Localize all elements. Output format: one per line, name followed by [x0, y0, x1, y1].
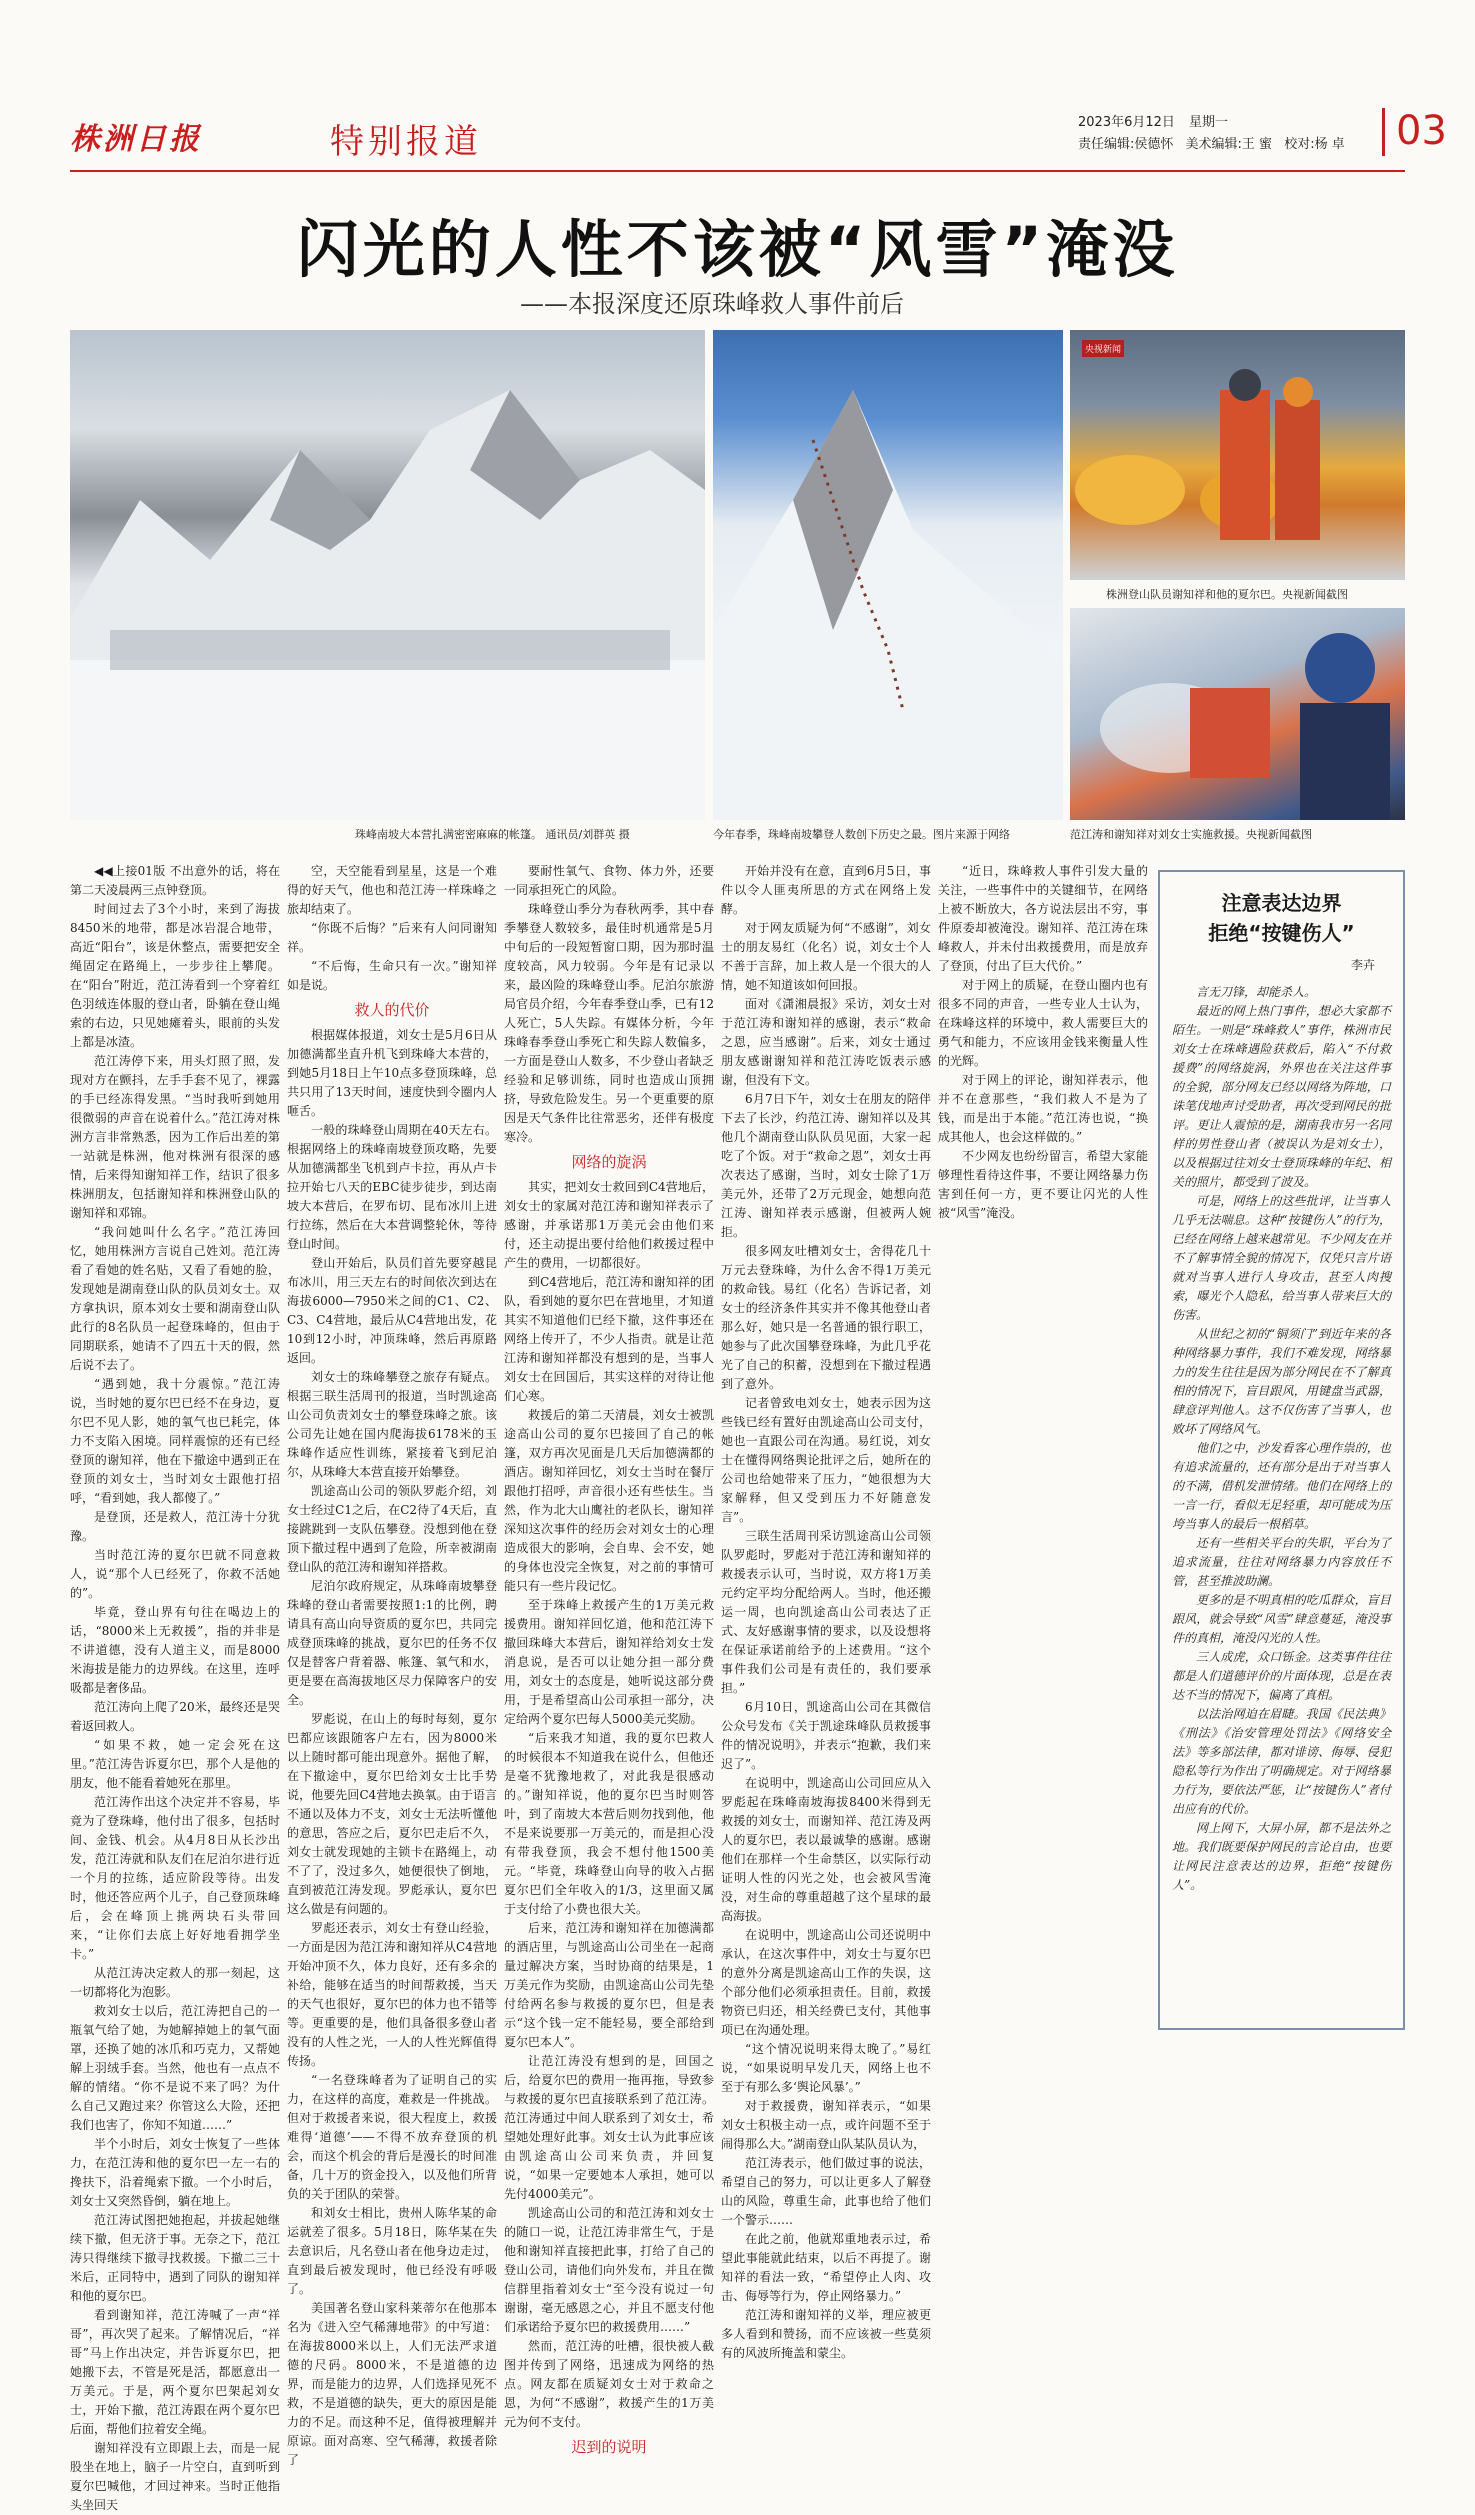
paragraph: 不少网友也纷纷留言，希望大家能够理性看待这件事，不要让网络暴力伤害到任何一方，更不要让闪光的人性被“风雪”淹没。: [938, 1149, 1148, 1220]
paragraph: 范江涛停下来，用头灯照了照，发现对方在颤抖，左手手套不见了，裸露的手已经冻得发黑。“当时我听到她用很微弱的声音在说着什么。”范江涛对株洲方言非常熟悉，因为工作后出差的第一站就是株洲，他对株洲有很深的感情，后来得知谢知祥工作，结识了很多株洲朋友，包括谢知祥和株洲登山队的谢知祥和邓锦。: [70, 1054, 280, 1220]
paragraph: 救援后的第二天清晨，刘女士被凯途高山公司的夏尔巴接回了自己的帐篷，双方再次见面是几天后加德满都的酒店。谢知祥回忆，刘女士当时在餐厅跟他打招呼，声音很小还有些怯生。当然，作为北大山鹰社的老队长，谢知祥深知这次事件的经历会对刘女士的心理造成很大的影响，会自卑、会不安，她的身体也没完全恢复，对之前的事情可能只有一些片段记忆。: [504, 1408, 714, 1593]
paragraph: 救刘女士以后，范江涛把自己的一瓶氧气给了她，为她解掉她上的氧气面罩，还换了她的冰爪和巧克力，又帮她解上羽绒手套。当然，他也有一点点不解的情绪。“你不是说不来了吗？为什么自己又跑过来？你管这么大险，还把我们也害了，你知不知道……”: [70, 2004, 280, 2132]
masthead-rule: [70, 170, 1405, 172]
section-title: 特别报道: [330, 122, 482, 162]
commentary-body: [1172, 983, 1391, 1895]
photo-summit-ridge-art: [713, 330, 1063, 820]
paragraph: “你既不后悔？”后来有人问同谢知祥。: [287, 921, 497, 954]
article-column-4: [721, 862, 931, 2360]
commentary-paragraph: 更多的是不明真相的吃瓜群众，盲目跟风，就会导致“风雪”肆意蔓延，淹没事件的真相，淹没闪光的人性。: [1172, 1593, 1391, 1645]
paragraph: 至于珠峰上救援产生的1万美元救援费用。谢知祥回忆道，他和范江涛下撤回珠峰大本营后，谢知祥给刘女士发消息说，是否可以让她分担一部分费用，刘女士的态度是，她听说这部分费用，于是希望高山公司承担一部分，决定给两个夏尔巴每人5000美元奖励。: [504, 1598, 714, 1726]
paragraph: 范江涛表示，他们做过事的说法，希望自己的努力，可以让更多人了解登山的风险，尊重生命，此事也给了他们一个警示……: [721, 2156, 931, 2227]
photo-base-camp: [70, 330, 705, 820]
paragraph: “近日，珠峰救人事件引发大量的关注，一些事件中的关键细节，在网络上被不断放大，各方说法层出不穷，事件原委却被淹没。谢知祥、范江涛在珠峰救人，并未付出救援费用，而是放弃了登顶，付出了巨大代价。”: [938, 864, 1148, 973]
photo-summit-ridge: [713, 330, 1063, 820]
commentary-paragraph: 他们之中，沙发看客心理作祟的，也有追求流量的，还有部分是出于对当事人的不满，借机发泄情绪。他们在网络上的一言一行，看似无足轻重，却可能成为压垮当事人的最后一根稻草。: [1172, 1441, 1391, 1531]
paragraph: “我问她叫什么名字。”范江涛回忆，她用株洲方言说自己姓刘。范江涛看了看她的姓名贴，又看了看她的脸，发现她是湖南登山队的队员刘女士。双方拿执识，原本刘女士要和湖南登山队此行的8名队员一起登珠峰的，但由于同期联系，她请不了四五十天的假，然后说不去了。: [70, 1225, 280, 1372]
paragraph: 当时范江涛的夏尔巴就不同意救人，说“那个人已经死了，你救不活她的”。: [70, 1548, 280, 1600]
paragraph: 范江涛作出这个决定并不容易，毕竟为了登珠峰，他付出了很多，包括时间、金钱、机会。从4月8日从长沙出发，范江涛就和队友们在尼泊尔进行近一个月的拉练，适应阶段等待。出发时，他还答应两个儿子，自己登顶珠峰后，会在峰顶上挑两块石头带回来，“让你们去底上好好地看拥学坐卡。”: [70, 1795, 280, 1961]
article-column-3: [504, 862, 714, 2456]
caption-rescue-tent: 范江涛和谢知祥对刘女士实施救援。央视新闻截图: [1070, 828, 1312, 841]
paragraph: 后来，范江涛和谢知祥在加德满都的酒店里，与凯途高山公司坐在一起商量过解决方案，当时协商的结果是，1万美元作为奖励，由凯途高山公司先垫付给两名参与救援的夏尔巴，但是表示“这个钱一定不能轻易，要全部给到夏尔巴本人”。: [504, 1921, 714, 2049]
paragraph: 刘女士的珠峰攀登之旅存有疑点。根据三联生活周刊的报道，当时凯途高山公司负责刘女士的攀登珠峰之旅。该公司先让她在国内爬海拔6178米的玉珠峰作适应性训练，紧接着飞到尼泊尔，从珠峰大本营直接开始攀登。: [287, 1370, 497, 1479]
article-column-2: [287, 862, 497, 2467]
art-editor-credit: 美术编辑:王 蜜: [1185, 137, 1273, 152]
paragraph: 罗彪还表示，刘女士有登山经验，一方面是因为范江涛和谢知祥从C4营地开始冲顶不久，体力良好，还有多余的补给，能够在适当的时间帮救援，当天的天气也很好，夏尔巴的体力也不错等等。更重要的是，他们具备很多登山者没有的人性之光，一人的人性光辉值得传扬。: [287, 1921, 497, 2068]
commentary-title-line-2: 拒绝“按键伤人”: [1208, 921, 1355, 945]
paragraph: 根据媒体报道，刘女士是5月6日从加德满都坐直升机飞到珠峰大本营的，到她5月18日上午10点多登顶珠峰，总共只用了13天时间，速度快到令圈内人咂舌。: [287, 1028, 497, 1118]
commentary-paragraph: 最近的网上热门事件，想必大家都不陌生。一则是“珠峰救人”事件，株洲市民刘女士在珠峰遇险获救后，陷入“不付救援费”的网络旋涡，外界也在关注这件事的全貌，部分网友已经以网络为阵地，口诛笔伐地声讨受助者，再次受到网民的批评。更让人震惊的是，湖南我市另一名同样的男性登山者（被误认为是刘女士），以及根据过往刘女士登顶珠峰的年纪、相关的照片，都受到了波及。: [1172, 1004, 1391, 1189]
paragraph: 面对《潇湘晨报》采访，刘女士对于范江涛和谢知祥的感谢，表示“救命之恩，应当感谢”。后来，刘女士通过朋友感谢谢知祥和范江涛吃饭表示感谢，但没有下文。: [721, 997, 931, 1087]
cctv-news-badge: 央视新闻: [1082, 340, 1124, 357]
paragraph: 凯途高山公司的和范江涛和刘女士的随口一说，让范江涛非常生气，于是他和谢知祥直接把此事，打给了自己的登山公司，请他们向外发布，并且在微信群里指着刘女士“至今没有说过一句谢谢，毫无感恩之心，并且不愿支付他们承诺给予夏尔巴的救援费用……”: [504, 2206, 714, 2334]
paragraph: 谢知祥没有立即跟上去，而是一屁股坐在地上，脑子一片空白，直到听到夏尔巴喊他，才回过神来。当时正他指头坐回天: [70, 2441, 280, 2512]
paragraph: 在此之前，他就郑重地表示过，希望此事能就此结束，以后不再提了。谢知祥的看法一致，“希望停止人肉、攻击、侮辱等行为，停止网络暴力。”: [721, 2232, 931, 2303]
headline: 闪光的人性不该被“风雪”淹没: [296, 213, 1179, 286]
paragraph: 凯途高山公司的领队罗彪介绍，刘女士经过C1之后，在C2待了4天后，直接跳跳到一支队伍攀登。没想到他在登顶下撤过程中遇到了危险，所幸被湖南登山队的范江涛和谢知祥搭救。: [287, 1484, 497, 1574]
paragraph: “如果不救，她一定会死在这里。”范江涛告诉夏尔巴，那个人是他的朋友，他不能看着她死在那里。: [70, 1738, 280, 1790]
photo-base-camp-art: [70, 330, 705, 820]
paragraph: 对于网上的评论，谢知祥表示，他并不在意那些，“我们救人不是为了钱，而是出于本能。”范江涛也说，“换成其他人，也会这样做的。”: [938, 1073, 1148, 1144]
commentary-title: [1172, 888, 1391, 948]
paragraph: 对于网友质疑为何“不感谢”，刘女士的朋友易红（化名）说，刘女士个人不善于言辞，加上救人是一个很大的人情，她不知道该如何回报。: [721, 921, 931, 992]
paragraph: 开始并没有在意，直到6月5日，事件以令人匪夷所思的方式在网络上发酵。: [721, 864, 931, 916]
paragraph: 其实，把刘女士救回到C4营地后，刘女士的家属对范江涛和谢知祥表示了感谢，并承诺那1万美元会由他们来付，还主动提出要付给他们救援过程中产生的费用，一切都很好。: [504, 1180, 714, 1270]
photo-climbers-camp: [1070, 330, 1405, 580]
paragraph: 从范江涛决定救人的那一刻起，这一切都将化为泡影。: [70, 1966, 280, 1999]
newspaper-logo: 株洲日报: [70, 122, 202, 157]
paragraph: 6月7日下午，刘女士在朋友的陪伴下去了长沙，约范江涛、谢知祥以及其他几个湖南登山队队员见面，大家一起吃了个饭。对于“救命之恩”，刘女士再次表达了感谢，当时，刘女士除了1万美元外，还带了2万元现金，她想向范江涛、谢知祥表示感谢，但被两人婉拒。: [721, 1092, 931, 1239]
paragraph: ◀◀上接01版 不出意外的话，将在第二天凌晨两三点钟登顶。: [70, 864, 280, 897]
photo-rescue-tent-art: [1070, 608, 1405, 820]
paragraph: “不后悔，生命只有一次。”谢知祥如是说。: [287, 959, 497, 992]
paragraph: 毕竟，登山界有句往在喝边上的话，“8000米上无救援”，指的并非是不讲道德，没有人道主义，而是8000米海拔是能力的边界线。在这里，连呼吸都是奢侈品。: [70, 1605, 280, 1695]
editor-credit: 责任编辑:侯德怀: [1078, 137, 1174, 152]
issue-date: 2023年6月12日: [1078, 115, 1175, 130]
paragraph: 在说明中，凯途高山公司还说明中承认，在这次事件中，刘女士与夏尔巴的意外分离是凯途高山工作的失误，这个部分他们必须承担责任。目前，救援物资已归还，相关经费已支付，其他事项已在沟通处理。: [721, 1928, 931, 2037]
commentary-box: [1158, 870, 1405, 2030]
paragraph: “遇到她，我十分震惊。”范江涛说，当时她的夏尔巴已经不在身边，夏尔巴不见人影，她的氧气也已耗完，体力不支陷入困境。同样震惊的还有已经登顶的谢知祥，他在下撤途中遇到正在登顶的刘女士，当时刘女士跟他打招呼，“看到她，我人都傻了。”: [70, 1377, 280, 1505]
commentary-title-line-1: 注意表达边界: [1221, 891, 1342, 915]
commentary-paragraph: 从世纪之初的“铜须门”到近年来的各种网络暴力事件，我们不难发现，网络暴力的发生往往是因为部分网民在不了解真相的情况下，盲目跟风，用键盘当武器，肆意评判他人。这不仅伤害了当事人，也败坏了网络风气。: [1172, 1327, 1391, 1436]
proofreader-credit: 校对:杨 卓: [1284, 137, 1345, 152]
paragraph: 然而，范江涛的吐槽，很快被人截图并传到了网络，迅速成为网络的热点。网友都在质疑刘女士对于救命之恩，为何“不感谢”，救援产生的1万美元为何不支付。: [504, 2339, 714, 2429]
photo-rescue-tent: [1070, 608, 1405, 820]
paragraph: 范江涛和谢知祥的义举，理应被更多人看到和赞扬，而不应该被一些莫须有的风波所掩盖和蒙尘。: [721, 2308, 931, 2360]
commentary-paragraph: 可是，网络上的这些批评，让当事人几乎无法喘息。这种“按键伤人”的行为，已经在网络上越来越常见。不少网友在并不了解事情全貌的情况下，仅凭只言片语就对当事人进行人身攻击，甚至人肉搜索，曝光个人隐私，给当事人带来巨大的伤害。: [1172, 1194, 1391, 1322]
paragraph: 在说明中，凯途高山公司回应从入罗彪起在珠峰南坡海拔8400米得到无救援的刘女士，而谢知祥、范江涛及两人的夏尔巴，表以最诚挚的感谢。感谢他们在那样一个生命禁区，以实际行动证明人性的闪光之处，也会被风雪淹没，对生命的尊重超越了这个星球的最高海拔。: [721, 1776, 931, 1923]
paragraph: 三联生活周刊采访凯途高山公司领队罗彪时，罗彪对于范江涛和谢知祥的救援表示认可，当时说，双方将1万美元约定平均分配给两人。当时，他还搬运一周，也向凯途高山公司表达了正式、友好感谢事情的要求，以及设想将在保证承诺前给予的上述费用。“这个事件我们公司是有责任的，我们要承担。”: [721, 1529, 931, 1695]
commentary-paragraph: 三人成虎，众口铄金。这类事件往往都是人们道德评价的片面体现，总是在表达不当的情况下，偏离了真相。: [1172, 1650, 1391, 1702]
commentary-author: 李卉: [1350, 958, 1375, 972]
paragraph: 是登顶，还是救人，范江涛十分犹豫。: [70, 1510, 280, 1543]
paragraph: 珠峰登山季分为春秋两季，其中春季攀登人数较多，最佳时机通常是5月中旬后的一段短暂窗口期，因为那时温度较高，风力较弱。今年是有记录以来，最凶险的珠峰登山季。尼泊尔旅游局官员介绍，今年春季登山季，已有12人死亡，5人失踪。有媒体分析，今年珠峰春季登山季死亡和失踪人数偏多，一方面是登山人数多，不少登山者缺乏经验和足够训练，同时也造成山顶拥挤，导致危险发生。另一个更重要的原因是天气条件比往常恶劣，还伴有极度寒冷。: [504, 902, 714, 1144]
paragraph: 美国著名登山家科莱蒂尔在他那本名为《进入空气稀薄地带》的中写道：在海拔8000米以上，人们无法严求道德的尺码。8000米，不是道德的边界，而是能力的边界，人们选择见死不救，不是道德的缺失，更大的原因是能力的不足。而这种不足，值得被理解并原谅。面对高寒、空气稀薄，救援者除了: [287, 2301, 497, 2467]
paragraph: 半个小时后，刘女士恢复了一些体力，在范江涛和他的夏尔巴一左一右的搀扶下，沿着绳索下撤。一个小时后，刘女士又突然昏倒，躺在地上。: [70, 2137, 280, 2208]
commentary-paragraph: 网上网下，大屏小屏，都不是法外之地。我们既要保护网民的言论自由，也要让网民注意表达的边界，拒绝“按键伤人”。: [1172, 1821, 1391, 1892]
paragraph: 和刘女士相比，贵州人陈华某的命运就差了很多。5月18日，陈华某在失去意识后，凡名登山者在他身边走过，直到最后被发现时，他已经没有呼吸了。: [287, 2206, 497, 2296]
article-column-1: [70, 862, 280, 2512]
commentary-paragraph: 言无刀锋，却能杀人。: [1196, 985, 1317, 999]
paragraph: 让范江涛没有想到的是，回国之后，给夏尔巴的费用一拖再拖，导致参与救援的夏尔巴直接联系到了范江涛。范江涛通过中间人联系到了刘女士，希望她处理好此事。刘女士认为此事应该由凯途高山公司来负责，并回复说，“如果一定要她本人承担，她可以先付4000美元”。: [504, 2054, 714, 2201]
issue-weekday: 星期一: [1189, 115, 1229, 130]
subtitle-network-vortex: 网络的旋涡: [571, 1153, 647, 1171]
paragraph: 很多网友吐槽刘女士，舍得花几十万元去登珠峰，为什么舍不得1万美元的救命钱。易红（化名）告诉记者，刘女士的经济条件其实并不像其他登山者那么好，她只是一名普通的银行职工，她参与了此次国攀登珠峰，为此几乎花光了自己的积蓄，没想到在下撤过程遇到了意外。: [721, 1244, 931, 1391]
edition-meta: [1078, 112, 1378, 156]
paragraph: 尼泊尔政府规定，从珠峰南坡攀登珠峰的登山者需要按照1:1的比例，聘请具有高山向导资质的夏尔巴，共同完成登顶珠峰的挑战，夏尔巴的任务不仅仅是替客户背着器、帐篷、氧气和水，更是要在高海拔地区尽力保障客户的安全。: [287, 1579, 497, 1707]
caption-summit-ridge: 今年春季，珠峰南坡攀登人数创下历史之最。图片来源于网络: [713, 828, 1010, 841]
caption-climbers-camp: 株洲登山队员谢知祥和他的夏尔巴。央视新闻截图: [1106, 588, 1348, 601]
paragraph: 到C4营地后，范江涛和谢知祥的团队，看到她的夏尔巴在营地里，才知道其实不知道他们已经下撤，这件事还在网络上传开了，不少人指责。就是让范江涛和谢知祥都没有想到的是，当事人刘女士在回国后，其实这样的对待让他们心寒。: [504, 1275, 714, 1403]
commentary-paragraph: 以法治网迫在眉睫。我国《民法典》《刑法》《治安管理处罚法》《网络安全法》等多部法律，都对诽谤、侮辱、侵犯隐私等行为作出了明确规定。对于网络暴力行为，要依法严惩，让“按键伤人”者付出应有的代价。: [1172, 1707, 1391, 1816]
paragraph: 登山开始后，队员们首先要穿越昆布冰川，用三天左右的时间依次到达在海拔6000—7950米之间的C1、C2、C3、C4营地，最后从C4营地出发，花10到12小时，冲顶珠峰，然后再原路返回。: [287, 1256, 497, 1365]
paragraph: 对于救援费，谢知祥表示，“如果刘女士积极主动一点，或许问题不至于闹得那么大。”湖南登山队某队员认为，: [721, 2099, 931, 2151]
subtitle-late-statement: 迟到的说明: [571, 2438, 647, 2456]
subheadline: ——本报深度还原珠峰救人事件前后: [520, 290, 904, 318]
page-number-divider: [1382, 108, 1385, 156]
paragraph: “后来我才知道，我的夏尔巴救人的时候很本不知道我在说什么，但他还是毫不犹豫地救了，对此我是很感动的。”谢知祥说，他的夏尔巴当时则答叶，到了南坡大本营后则勿找到他，他不是来说要那一万美元的，而是担心没有带我登顶，我会不想付他1500美元。“毕竟，珠峰登山向导的收入占据夏尔巴们全年收入的1/3，这里面又属于支付给了小费也很大关。: [504, 1731, 714, 1916]
photo-climbers-camp-art: [1070, 330, 1405, 580]
paragraph: 时间过去了3个小时，来到了海拔8450米的地带，都是冰岩混合地带，高近“阳台”，该是休整点，需要把安全绳固定在路绳上，一步步往上攀爬。在“阳台”附近，范江涛看到一个穿着红色羽绒连体服的登山者，卧躺在登山绳索的右边，只见她瘫着头，眼前的头发上都是冰渣。: [70, 902, 280, 1049]
commentary-paragraph: 还有一些相关平台的失职，平台为了追求流量，往往对网络暴力内容放任不管，甚至推波助澜。: [1172, 1536, 1391, 1588]
subtitle-rescue-cost: 救人的代价: [354, 1001, 430, 1019]
paragraph: 一般的珠峰登山周期在40天左右。根据网络上的珠峰南坡登顶攻略，先要从加德满都坐飞机到卢卡拉，再从卢卡拉开始七八天的EBC徒步徒步，到达南坡大本营后，在罗布切、昆布冰川上进行拉练，然后在大本营调整轮休，等待登山时间。: [287, 1123, 497, 1251]
paragraph: 罗彪说，在山上的每时每刻，夏尔巴都应该跟随客户左右，因为8000米以上随时都可能出现意外。据他了解，在下撤途中，夏尔巴给刘女士比手势说，他要先回C4营地去换氧。由于语言不通以及体力不支，刘女士无法听懂他的意思，答应之后，夏尔巴走后不久，刘女士就发现她的主锁卡在路绳上，动不了了，没过多久，她便很快了倒地，直到被范江涛发现。罗彪承认，夏尔巴这么做是有问题的。: [287, 1712, 497, 1916]
caption-base-camp: 珠峰南坡大本营扎满密密麻麻的帐篷。 通讯员/刘群英 摄: [355, 828, 630, 841]
paragraph: 6月10日，凯途高山公司在其微信公众号发布《关于凯途珠峰队员救援事件的情况说明》，并表示“抱歉，我们来迟了”。: [721, 1700, 931, 1771]
article-column-5: [938, 862, 1148, 2032]
paragraph: 范江涛向上爬了20米，最终还是哭着返回救人。: [70, 1700, 280, 1733]
masthead: [70, 108, 1447, 168]
paragraph: “一名登珠峰者为了证明自己的实力，在这样的高度，难救是一件挑战。但对于救援者来说，很大程度上，救援难得‘道德’——不得不放弃登顶的机会，而这个机会的背后是漫长的时间准备，几十万的资金投入，以及他们所背负的关于团队的荣誉。: [287, 2073, 497, 2201]
paragraph: 记者曾致电刘女士，她表示因为这些钱已经有置好由凯途高山公司支付，她也一直跟公司在沟通。易红说，刘女士在懂得网络舆论批评之后，她所在的公司也给她带来了压力，“她很想为大家解释，但又受到压力不好随意发言”。: [721, 1396, 931, 1524]
paragraph: “这个情况说明来得太晚了。”易红说，“如果说明早发几天，网络上也不至于有那么多‘舆论风暴’。”: [721, 2042, 931, 2094]
paragraph: 看到谢知祥，范江涛喊了一声“祥哥”，再次哭了起来。了解情况后，“祥哥”马上作出决定，并告诉夏尔巴，把她搬下去，不管是死是活，都愿意出一万美元。于是，两个夏尔巴架起刘女士，开始下撤，范江涛跟在两个夏尔巴后面，帮他们拉着安全绳。: [70, 2308, 280, 2436]
paragraph: 范江涛试图把她抱起，并拔起她继续下撤，但无济于事。无奈之下，范江涛只得继续下撤寻找救援。下撤二三十米后，正同特中，遇到了同队的谢知祥和他的夏尔巴。: [70, 2213, 280, 2303]
paragraph: 对于网上的质疑，在登山圈内也有很多不同的声音，一些专业人士认为，在珠峰这样的环境中，救人需要巨大的勇气和能力，不应该用金钱来衡量人性的光辉。: [938, 978, 1148, 1068]
page-number: 03: [1396, 108, 1447, 154]
paragraph: 空，天空能看到星星，这是一个难得的好天气，他也和范江涛一样珠峰之旅却结束了。: [287, 864, 497, 916]
paragraph: 要耐性氧气、食物、体力外，还要一同承担死亡的风险。: [504, 864, 714, 897]
